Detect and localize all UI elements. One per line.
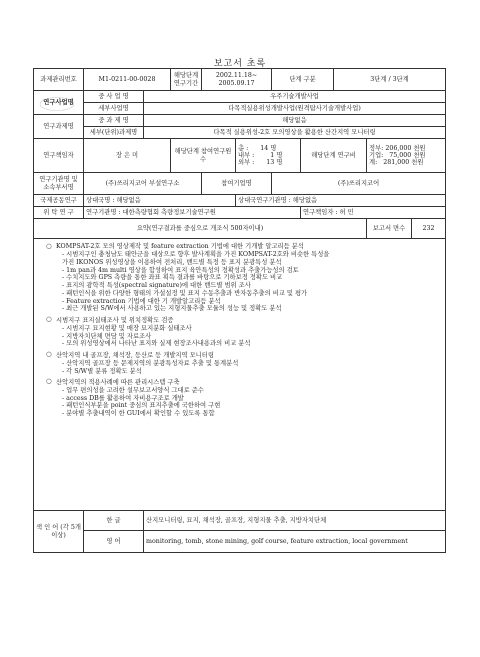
keywords-korean: 산지모니터링, 묘지, 채석장, 골프장, 지형지물 추출, 지방자치단체	[144, 511, 446, 531]
label-detail-program: 세부사업명	[84, 103, 144, 115]
summary-line: - 수치지도와 GPS 측량을 통한 좌표 획득 결과를 바탕으로 기하보정 정확도 비교	[62, 274, 283, 282]
bullet-icon: ○	[46, 350, 52, 359]
summary-group	[46, 350, 445, 375]
sub-task: 다목적 실용위성-2호 모의영상을 활용한 산간지역 모니터링	[144, 127, 446, 139]
research-budget: 정부: 206,000 천원 기업: 75,000 천원 계: 281,000 천원	[367, 139, 446, 173]
summary-line: - 표지의 광학적 특성(spectral signature)에 대한 밴드별 범위 조사	[62, 282, 251, 290]
summary-line: - access DB를 활용하여 자비용구조로 개발	[62, 394, 184, 402]
summary-group	[46, 241, 445, 313]
label-keywords-korean: 한 글	[84, 511, 144, 531]
keywords-english: monitoring, tomb, stone mining, golf course, feature extraction, local government	[144, 531, 446, 553]
project-id: M1-0211-00-0028	[84, 69, 171, 91]
consignment-institution: 연구기관명 : 대한측량협회 측량정보기술연구원	[84, 207, 301, 219]
label-partner-company: 참여기업명	[202, 173, 272, 195]
label-project-id: 과제관리번호	[34, 69, 84, 91]
partner-institution: 상대국연구기관명 : 해당없음	[236, 195, 446, 207]
label-researcher-count: 해당단계 참여연구원수	[171, 139, 236, 173]
label-mid-program: 중 사 업 명	[84, 91, 144, 103]
mid-program: 우주기술개발사업	[144, 91, 446, 103]
label-research-program: 연구사업명	[34, 91, 84, 115]
label-stage: 단계 구분	[272, 69, 334, 91]
bullet-icon: ○	[46, 315, 52, 324]
label-research-organization: 연구기관명 및 소속부서명	[34, 173, 84, 195]
stage-period: 2002.11.18~ 2005.09.17	[202, 69, 272, 91]
summary-list	[34, 243, 445, 417]
summary-heading-text: 시범지구 표지실태조사 및 위치정확도 검증	[56, 316, 174, 324]
summary-group	[46, 377, 445, 418]
label-principal-investigator: 연구책임자	[34, 139, 84, 173]
research-organization: (주)쓰리지코어 부설연구소	[84, 173, 202, 195]
summary-line: - 업무 편의성을 고려한 설무보고서양식 그대로 준수	[62, 386, 204, 394]
summary-line: - 시범지구 묘지현황 및 매장 묘지분화 실태조사	[62, 324, 192, 332]
summary-line: - 지방자치단체 면담 및 자료조사	[62, 332, 152, 340]
stage-value: 3단계 / 3단계	[334, 69, 446, 91]
summary-line: - 모의 위성영상에서 나타난 표지와 실제 현장조사내용과의 비교 분석	[62, 340, 251, 348]
summary-heading-text: KOMPSAT-2호 모의 영상제작 및 feature extraction 기법에 대한 기개발 알고리듬 분석	[56, 243, 304, 250]
label-keywords: 색 인 어 (각 5개 이상)	[34, 511, 84, 553]
summary-body	[34, 239, 446, 511]
summary-group-heading	[46, 315, 445, 324]
label-main-task: 중 과 제 명	[84, 115, 144, 127]
summary-line: - 1m pan과 4m multi 영상을 합성하여 표지 육안특성의 정확성과 추출가능성의 검토	[62, 266, 299, 274]
label-international-research: 국제공동연구	[34, 195, 84, 207]
report-pages: 232	[412, 219, 446, 239]
consignment-leader: 연구책임자 : 허 민	[301, 207, 446, 219]
principal-investigator: 장 은 미	[84, 139, 171, 173]
label-report-pages: 보고서 면수	[367, 219, 412, 239]
summary-line: - 최근 개발된 S/W에서 사용하고 있는 지형지물추출 모듈의 성능 및 정확도 분석	[62, 305, 282, 313]
summary-group-heading	[46, 350, 445, 359]
summary-line: - Feature extraction 기법에 대한 기 개발알고리듬 분석	[62, 297, 221, 305]
label-keywords-english: 영 어	[84, 531, 144, 553]
partner-company: (주)쓰리지코어	[272, 173, 446, 195]
summary-line: - 시범지구인 충청남도 태안군을 대상으로 향후 발사계획을 가진 KOMPSAT-2호와 비슷한 특성을	[62, 251, 330, 259]
summary-line: - 패턴인식부분을 point 중심의 표지추출에 국한하여 구현	[62, 402, 221, 410]
label-stage-period: 해당단계 연구기간	[171, 69, 202, 91]
label-summary: 요약(연구결과를 중심으로 개조식 500자이내)	[34, 219, 367, 239]
detail-program: 다목적실용위성개발사업(원격탐사기술개발사업)	[144, 103, 446, 115]
label-research-task: 연구과제명	[34, 115, 84, 139]
summary-heading-text: 산악지역 내 골프장, 채석장, 등산로 등 개발지역 모니터링	[56, 351, 214, 359]
researcher-count: 총 : 14 명 내부 : 1 명 외부 : 13 명	[236, 139, 301, 173]
summary-line: - 패턴인식을 위한 다양한 형태의 가설설정 및 표지 수동추출과 반자동추출의 비교 및 평가	[62, 289, 308, 297]
label-research-budget: 해당단계 연구비	[301, 139, 367, 173]
summary-group	[46, 315, 445, 348]
summary-group-heading	[46, 377, 445, 386]
summary-group-heading	[46, 241, 445, 250]
summary-line: - 산악지역 골프장 등 문제지역의 분광특성자료 추출 및 통계분석	[62, 359, 239, 367]
summary-line: - 분야별 추출내역이 한 GUI에서 확인할 수 있도록 통합	[62, 410, 215, 418]
summary-line: 가진 IKONOS 위성영상을 이용하여 전처리, 밴드별 특정 등 표지 분광특성 분석	[62, 258, 282, 266]
bullet-icon: ○	[46, 241, 52, 250]
stamp-mark	[38, 96, 76, 112]
summary-line: - 각 S/W별 분류 정확도 분석	[62, 367, 142, 375]
report-abstract-table	[33, 68, 446, 553]
bullet-icon: ○	[46, 377, 52, 386]
page-title: 보고서 초록	[213, 59, 267, 69]
partner-country: 상대국명 : 해당없음	[84, 195, 236, 207]
label-sub-task: 세부(단위)과제명	[84, 127, 144, 139]
main-task: 해당없음	[144, 115, 446, 127]
label-consignment-research: 위 탁 연 구	[34, 207, 84, 219]
summary-heading-text: 산악지역의 적용사례에 따른 관리시스템 구축	[56, 378, 180, 386]
